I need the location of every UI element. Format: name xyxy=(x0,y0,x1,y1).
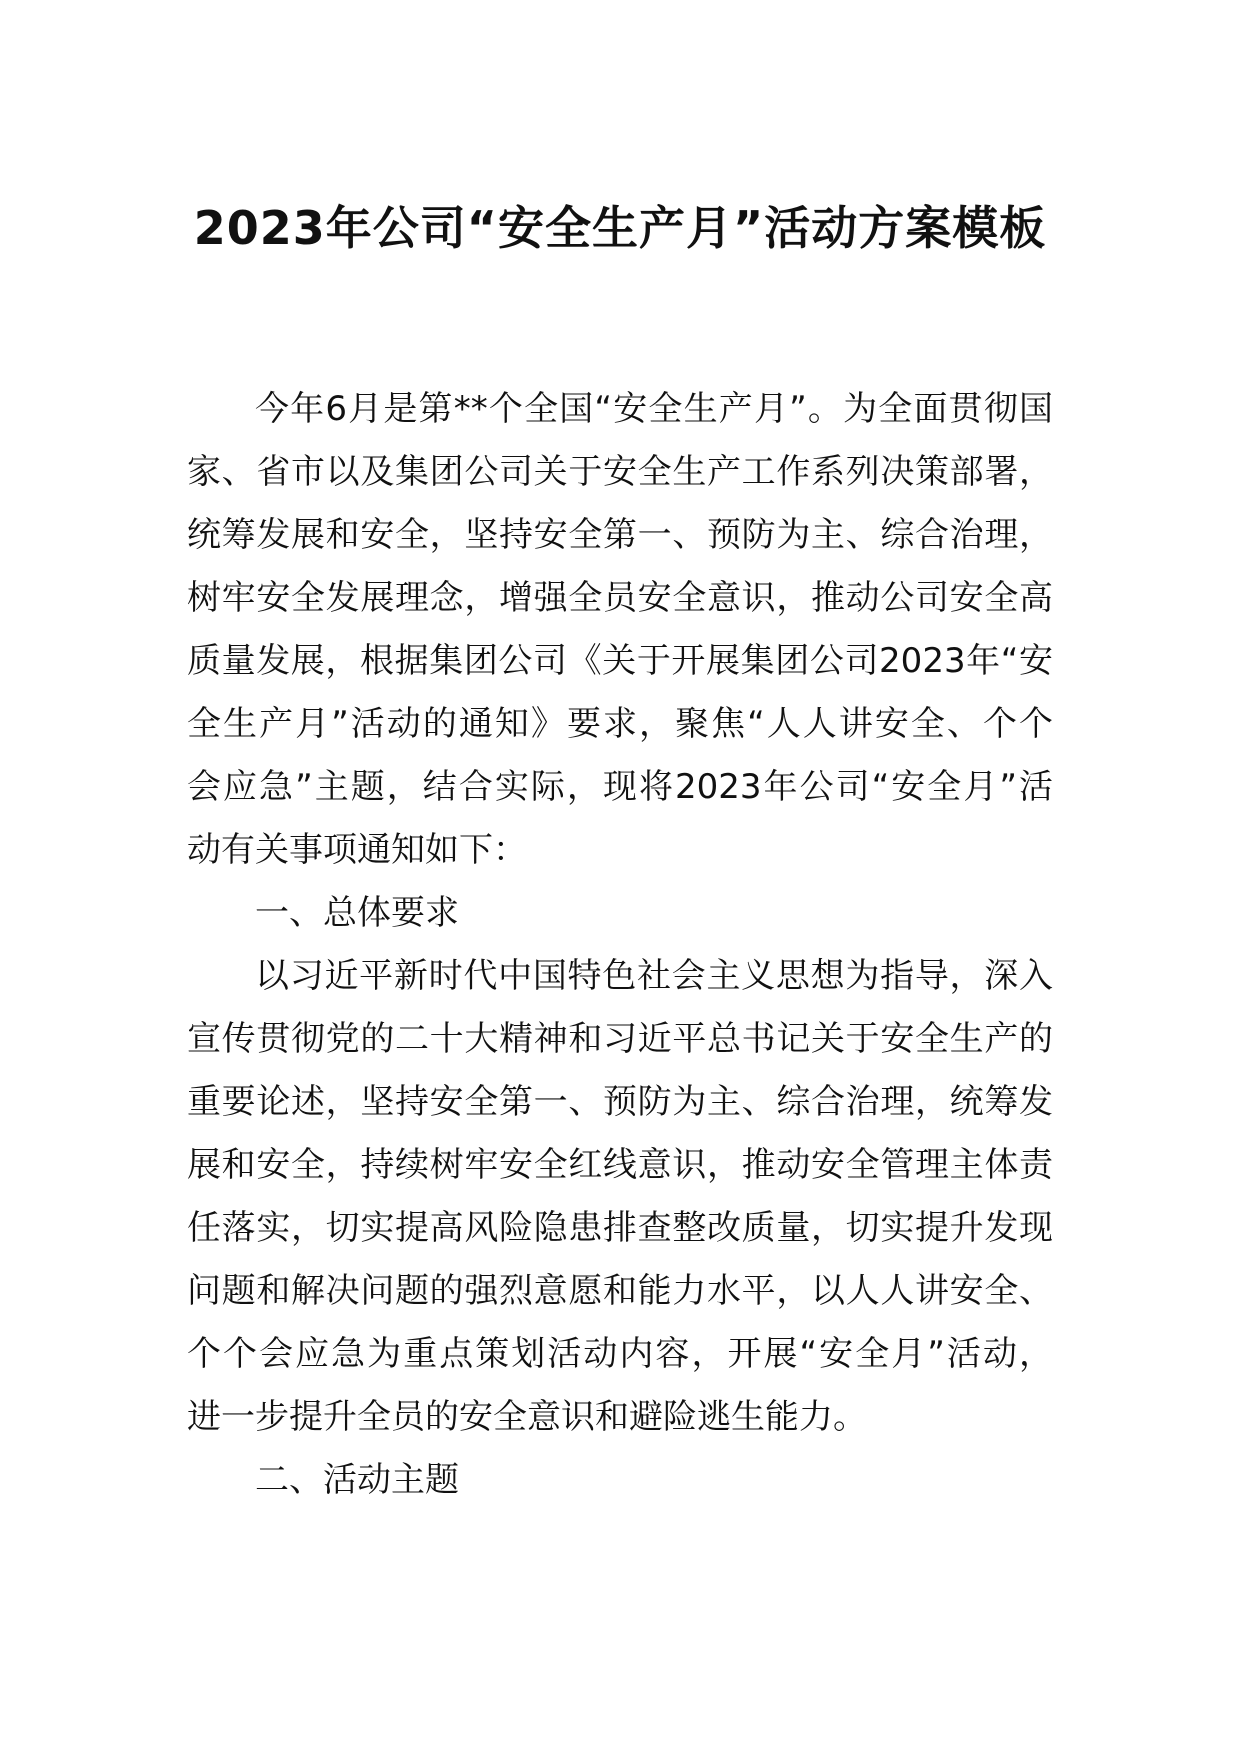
paragraph-line-7: 会应急”主题，结合实际，现将2023年公司“安全月”活 xyxy=(187,767,1053,807)
paragraph-line-1: 今年6月是第**个全国“安全生产月”。为全面贯彻国 xyxy=(255,389,1053,429)
paragraph-line-8: 动有关事项通知如下： xyxy=(187,830,527,870)
paragraph-line-11: 重要论述，坚持安全第一、预防为主、综合治理，统筹发 xyxy=(187,1082,1053,1122)
paragraph-line-16: 进一步提升全员的安全意识和避险逃生能力。 xyxy=(187,1397,867,1437)
paragraph-line-12: 展和安全，持续树牢安全红线意识，推动安全管理主体责 xyxy=(187,1145,1053,1185)
paragraph-line-14: 问题和解决问题的强烈意愿和能力水平，以人人讲安全、 xyxy=(187,1271,1053,1311)
document-title: 2023年公司“安全生产月”活动方案模板 xyxy=(193,201,1047,255)
paragraph-line-9: 以习近平新时代中国特色社会主义思想为指导，深入 xyxy=(255,956,1053,996)
paragraph-line-5: 质量发展，根据集团公司《关于开展集团公司2023年“安 xyxy=(187,641,1053,681)
paragraph-line-6: 全生产月”活动的通知》要求，聚焦“人人讲安全、个个 xyxy=(187,704,1053,744)
paragraph-line-2: 家、省市以及集团公司关于安全生产工作系列决策部署， xyxy=(187,452,1053,492)
paragraph-line-10: 宣传贯彻党的二十大精神和习近平总书记关于安全生产的 xyxy=(187,1019,1053,1059)
paragraph-line-3: 统筹发展和安全，坚持安全第一、预防为主、综合治理， xyxy=(187,515,1053,555)
paragraph-line-4: 树牢安全发展理念，增强全员安全意识，推动公司安全高 xyxy=(187,578,1053,618)
section-heading-1: 一、总体要求 xyxy=(255,893,459,933)
paragraph-line-13: 任落实，切实提高风险隐患排查整改质量，切实提升发现 xyxy=(187,1208,1053,1248)
section-heading-2: 二、活动主题 xyxy=(255,1460,459,1500)
paragraph-line-15: 个个会应急为重点策划活动内容，开展“安全月”活动， xyxy=(187,1334,1053,1374)
